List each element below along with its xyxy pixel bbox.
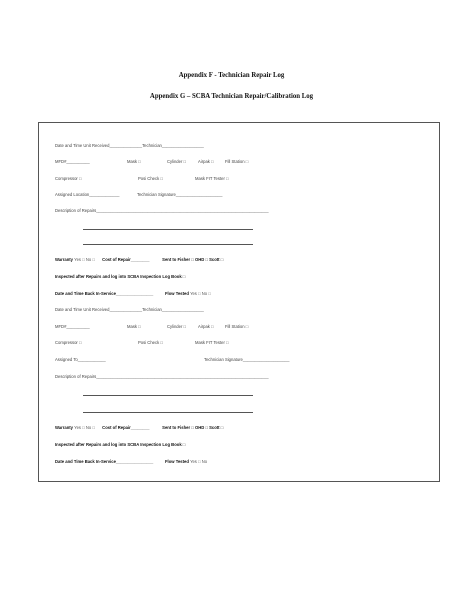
- cost-of-repair-field[interactable]: Cost of Repair________: [102, 425, 150, 430]
- warranty-options[interactable]: Yes □ No □: [74, 257, 95, 262]
- airpak-checkbox[interactable]: Airpak □: [198, 159, 214, 164]
- description-line[interactable]: [83, 395, 253, 396]
- description-field[interactable]: Description of Repairs__________________________________________________________________________: [55, 374, 269, 379]
- entry2-devices-row: [55, 340, 229, 345]
- unit-received-field[interactable]: Date and Time Unit Received______________: [55, 143, 143, 148]
- description-line[interactable]: [83, 229, 253, 230]
- entry1-assigned-row: [55, 192, 222, 197]
- warranty-label: Warranty: [55, 257, 73, 262]
- sent-to-options[interactable]: Sent to Fisher □ OHD □ Scott □: [162, 257, 224, 262]
- entry2-description-row: [55, 374, 269, 379]
- description-line[interactable]: [83, 244, 253, 245]
- sent-to-options[interactable]: Sent to Fisher □ OHD □ Scott □: [162, 425, 224, 430]
- entry2-equipment-row: [55, 324, 248, 329]
- appendix-f-title: Appendix F - Technician Repair Log: [178, 72, 285, 79]
- flow-tested-label: Flow Tested: [165, 459, 189, 464]
- warranty-label: Warranty: [55, 425, 73, 430]
- technician-field[interactable]: Technician__________________: [142, 143, 204, 148]
- compressor-checkbox[interactable]: Compressor □: [55, 176, 82, 181]
- fill-station-checkbox[interactable]: Fill Station □: [225, 159, 249, 164]
- entry1-back-in-service-row: [55, 291, 211, 296]
- technician-signature-field[interactable]: Technician Signature____________________: [137, 192, 223, 197]
- inspected-checkbox[interactable]: Inspected after Repairs and log into SCBA Inspection Log Book □: [55, 442, 186, 447]
- cylinder-checkbox[interactable]: Cylinder □: [167, 324, 187, 329]
- flow-tested-options[interactable]: Yes □ No □: [190, 291, 211, 296]
- assigned-to-field[interactable]: Assigned To____________: [55, 357, 106, 362]
- entry2-warranty-row: [55, 425, 223, 430]
- fill-station-checkbox[interactable]: Fill Station □: [225, 324, 249, 329]
- warranty-options[interactable]: Yes □ No □: [74, 425, 95, 430]
- mask-fit-tester-checkbox[interactable]: Mask FIT Tester □: [195, 176, 229, 181]
- entry1-received-row: [55, 143, 204, 148]
- airpak-checkbox[interactable]: Airpak □: [198, 324, 214, 329]
- technician-field[interactable]: Technician__________________: [142, 307, 204, 312]
- repair-log-form: [38, 122, 440, 482]
- cost-of-repair-field[interactable]: Cost of Repair________: [102, 257, 150, 262]
- entry2-assigned-row: [55, 357, 289, 362]
- entry1-equipment-row: [55, 159, 248, 164]
- entry1-warranty-row: [55, 257, 223, 262]
- compressor-checkbox[interactable]: Compressor □: [55, 340, 82, 345]
- entry1-devices-row: [55, 176, 229, 181]
- mfd-field[interactable]: MFD#__________: [55, 159, 90, 164]
- flow-tested-options[interactable]: Yes □ No: [190, 459, 208, 464]
- mask-checkbox[interactable]: Mask □: [127, 159, 141, 164]
- unit-received-field[interactable]: Date and Time Unit Received______________: [55, 307, 143, 312]
- back-in-service-field[interactable]: Date and Time Back In-Service________________: [55, 291, 154, 296]
- mask-fit-tester-checkbox[interactable]: Mask FIT Tester □: [195, 340, 229, 345]
- inspected-checkbox[interactable]: Inspected after Repairs and log into SCBA Inspection Log Book □: [55, 274, 186, 279]
- entry1-inspected-row: [55, 274, 185, 279]
- description-field[interactable]: Description of Repairs__________________________________________________________________________: [55, 208, 269, 213]
- entry2-back-in-service-row: [55, 459, 207, 464]
- entry1-description-row: [55, 208, 269, 213]
- entry2-received-row: [55, 307, 204, 312]
- back-in-service-field[interactable]: Date and Time Back In-Service________________: [55, 459, 154, 464]
- entry2-inspected-row: [55, 442, 185, 447]
- assigned-location-field[interactable]: Assigned Location_____________: [55, 192, 120, 197]
- posi-check-checkbox[interactable]: Posi Check □: [138, 176, 163, 181]
- mfd-field[interactable]: MFD#__________: [55, 324, 90, 329]
- description-line[interactable]: [83, 412, 253, 413]
- posi-check-checkbox[interactable]: Posi Check □: [138, 340, 163, 345]
- flow-tested-label: Flow Tested: [165, 291, 189, 296]
- technician-signature-field[interactable]: Technician Signature____________________: [204, 357, 290, 362]
- mask-checkbox[interactable]: Mask □: [127, 324, 141, 329]
- cylinder-checkbox[interactable]: Cylinder □: [167, 159, 187, 164]
- appendix-g-title: Appendix G – SCBA Technician Repair/Calibration Log: [149, 93, 314, 100]
